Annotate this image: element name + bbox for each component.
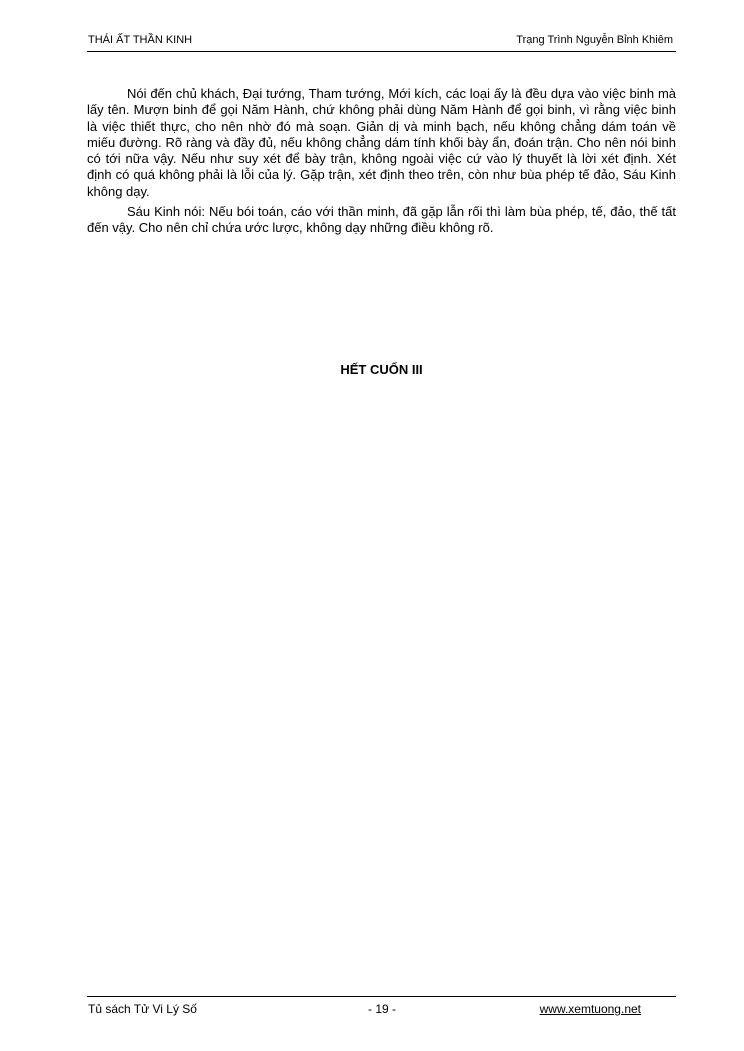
footer-website-link[interactable]: www.xemtuong.net — [539, 1002, 641, 1016]
page-header — [87, 31, 676, 52]
end-of-volume-title: HẾT CUỐN III — [340, 362, 423, 377]
page-number: - 19 - — [368, 1002, 397, 1016]
header-author: Trạng Trình Nguyễn Bỉnh Khiêm — [516, 34, 673, 46]
page-footer — [87, 996, 676, 1019]
paragraph: Sáu Kinh nói: Nếu bói toán, cáo với thần minh, đã gặp lẫn rối thì làm bùa phép, tế, đảo, thế tất đến vậy. Cho nên chỉ chứa ước lược, không dạy những điều không rõ. — [87, 204, 676, 236]
footer-collection-name: Tủ sách Tử Vi Lý Số — [88, 1002, 197, 1016]
paragraph: Nói đến chủ khách, Đại tướng, Tham tướng, Mới kích, các loại ấy là đều dựa vào việc binh mà lấy tên. Mượn binh để gọi Năm Hành, chứ không phải dùng Năm Hành để gọi binh, vì rằng việc binh là việc thiết thực, cho nên nhờ đó mà soạn. Giản dị và minh bạch, nếu không chẳng dám toán về miếu đường. Rõ ràng và đầy đủ, nếu không chẳng dám tính khối bày ẩn, đoán trận. Cho nên nói binh có tới nữa vậy. Nếu như suy xét để bày trận, không ngoài việc cứ vào lý thuyết là lời xét định. Xét định có quá không phải là lỗi của lý. Gặp trận, xét định theo trên, còn như bùa phép tế đảo, Sáu Kinh không dạy. — [87, 86, 676, 199]
header-book-title: THÁI ẤT THẦN KINH — [88, 34, 193, 46]
body-text — [87, 86, 676, 241]
